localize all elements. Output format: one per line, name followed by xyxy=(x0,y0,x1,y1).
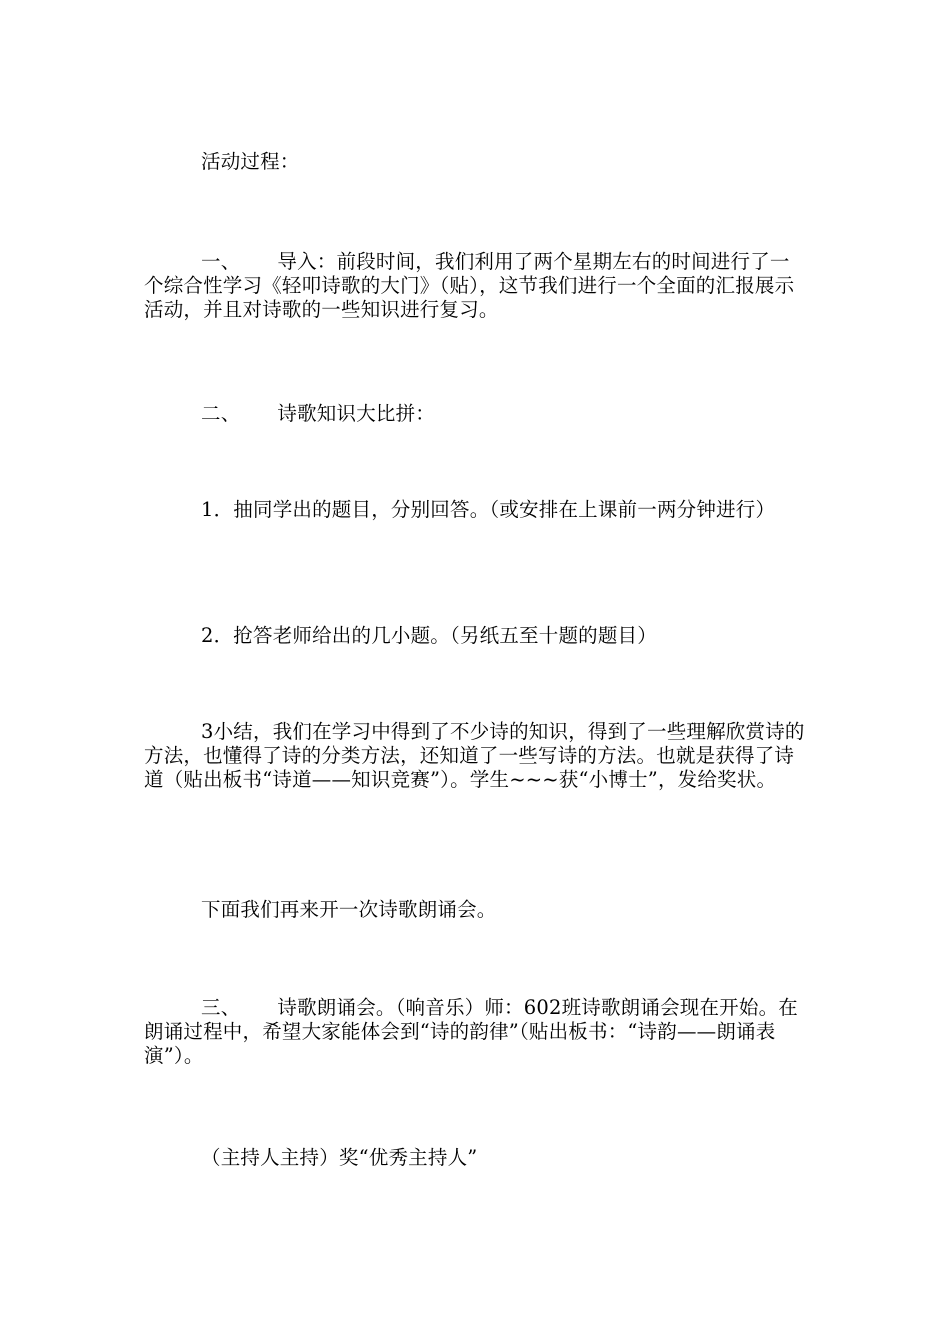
paragraph-text: 活动过程： xyxy=(201,150,300,173)
section-marker: 一、 xyxy=(201,250,241,273)
section-marker: 二、 xyxy=(201,402,241,425)
paragraph-section-three xyxy=(144,996,808,1068)
paragraph-text: （主持人主持）奖“优秀主持人” xyxy=(201,1146,478,1169)
paragraph-text: 导入：前段时间，我们利用了两个星期左右的时间进行了一个综合性学习《轻叩诗歌的大门》（贴），这节我们进行一个全面的汇报展示活动，并且对诗歌的一些知识进行复习。 xyxy=(144,250,795,321)
paragraph-recital-intro xyxy=(144,898,808,922)
paragraph-item-3 xyxy=(144,720,808,792)
paragraph-item-1 xyxy=(144,498,808,522)
paragraph-text: 1．抽同学出的题目，分别回答。（或安排在上课前一两分钟进行） xyxy=(201,498,776,521)
paragraph-text: 2．抢答老师给出的几小题。（另纸五至十题的题目） xyxy=(201,624,657,647)
paragraph-text: 下面我们再来开一次诗歌朗诵会。 xyxy=(201,898,497,921)
section-marker: 三、 xyxy=(201,996,241,1019)
paragraph-section-two xyxy=(144,402,808,426)
paragraph-item-2 xyxy=(144,624,808,648)
paragraph-intro xyxy=(144,250,808,322)
paragraph-activity-process xyxy=(144,150,808,174)
paragraph-text: 诗歌知识大比拼： xyxy=(277,402,436,425)
paragraph-text: 诗歌朗诵会。（响音乐）师：602班诗歌朗诵会现在开始。在朗诵过程中，希望大家能体会到“诗的韵律”（贴出板书：“诗韵——朗诵表演”）。 xyxy=(144,996,798,1067)
paragraph-host xyxy=(144,1146,808,1170)
paragraph-text: 3小结，我们在学习中得到了不少诗的知识，得到了一些理解欣赏诗的方法，也懂得了诗的分类方法，还知道了一些写诗的方法。也就是获得了诗道（贴出板书“诗道——知识竞赛”）。学生~~~获“小博士”，发给奖状。 xyxy=(144,720,805,791)
